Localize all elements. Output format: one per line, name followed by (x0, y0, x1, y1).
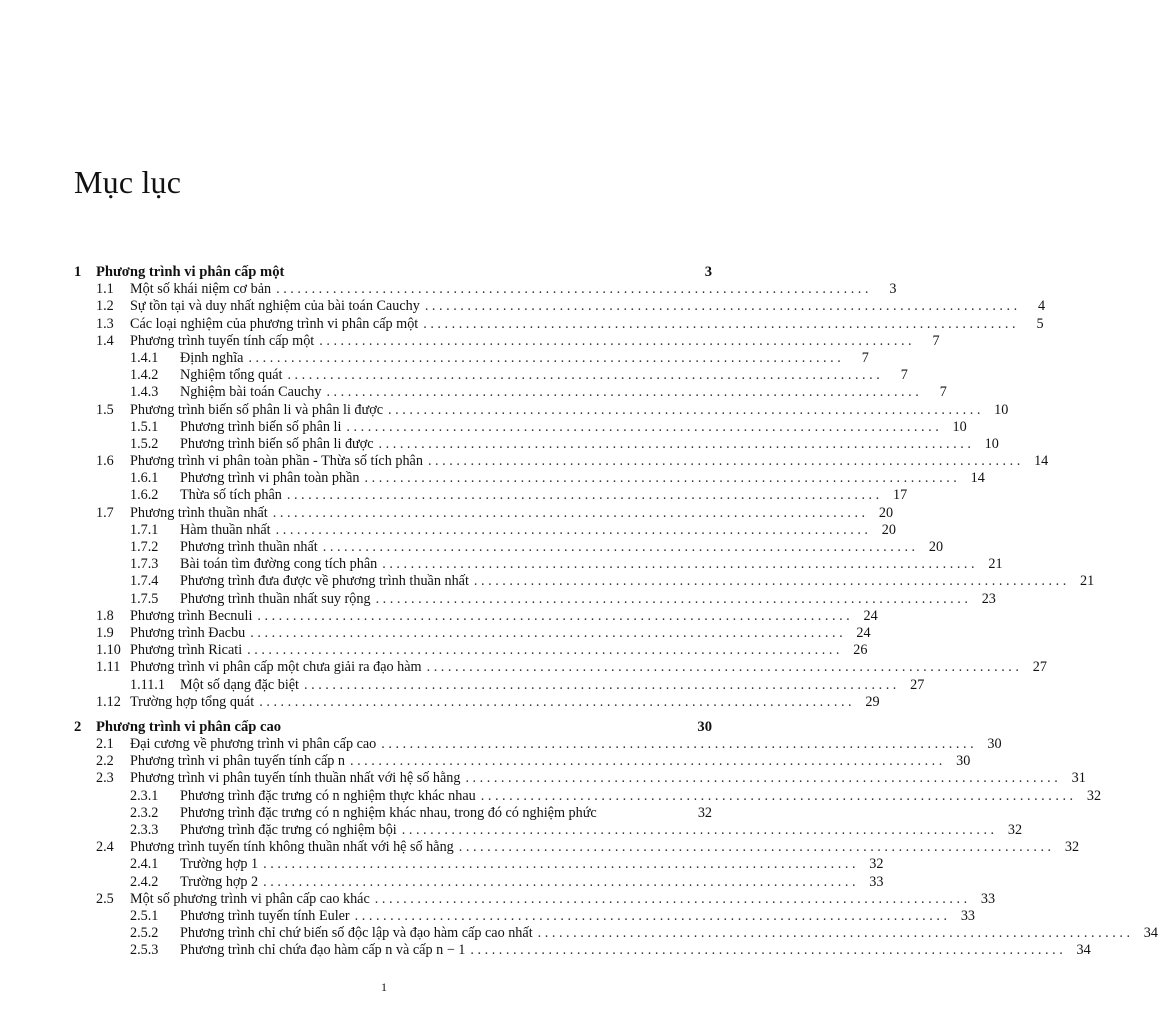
toc-entry-page: 14 (970, 470, 985, 487)
toc-dot-leader (360, 470, 957, 487)
toc-subsection[interactable] (74, 942, 1091, 959)
toc-entry-title: Phương trình tuyến tính Euler (180, 907, 350, 924)
toc-entry-title: Phương trình thuần nhất (130, 504, 268, 521)
toc-entry-page: 30 (697, 718, 712, 735)
toc-entry-number: 1.7.2 (130, 539, 159, 555)
toc-dot-leader (245, 625, 842, 642)
toc-entry-number: 1.10 (96, 642, 121, 659)
toc-entry-number: 2.3.2 (130, 804, 159, 821)
toc-entry-number: 2.5.3 (130, 942, 159, 959)
toc-entry-number: 1.7 (96, 504, 114, 521)
toc-entry-title: Trường hợp 1 (180, 856, 259, 873)
toc-entry-title: Một số khái niệm cơ bản (130, 281, 272, 298)
toc-entry-title: Phương trình đặc trưng có nghiệm bội (180, 822, 397, 838)
toc-section[interactable] (74, 401, 1009, 419)
toc-entry-number: 1.4.3 (130, 384, 159, 401)
toc-dot-leader (258, 874, 855, 891)
toc-entry-title: Một số dạng đặc biệt (180, 676, 299, 693)
toc-subsection[interactable] (74, 805, 712, 822)
toc-entry-title: Phương trình vi phân cấp cao (96, 718, 282, 735)
toc-entry-title: Phương trình biến số phân li và phân li được (130, 401, 384, 418)
toc-entry-page: 23 (981, 590, 996, 607)
toc-dot-leader (258, 856, 855, 873)
toc-entry-page: 24 (856, 624, 871, 641)
toc-section[interactable] (74, 315, 1044, 333)
toc-entry-title: Một số phương trình vi phân cấp cao khác (130, 890, 370, 907)
toc-entry-page: 34 (1076, 942, 1091, 959)
toc-section[interactable] (74, 332, 940, 350)
toc-entry-number: 1.1 (96, 281, 114, 298)
toc-entry-page: 34 (1143, 925, 1158, 942)
toc-dot-leader (423, 453, 1020, 470)
toc-dot-leader (318, 539, 915, 556)
toc-entry-title: Nghiệm bài toán Cauchy (180, 384, 322, 401)
toc-section[interactable] (74, 736, 1002, 753)
toc-subsection[interactable] (74, 367, 908, 384)
toc-entry-title: Phương trình thuần nhất suy rộng (180, 590, 371, 607)
toc-dot-leader (422, 659, 1019, 676)
toc-dot-leader (383, 402, 980, 419)
toc-entry-title: Phương trình biến số phân li (180, 418, 342, 435)
toc-subsection[interactable] (74, 556, 1003, 573)
toc-entry-page: 27 (1032, 659, 1047, 676)
toc-entry-page: 30 (956, 753, 971, 770)
toc-entry-title: Định nghĩa (180, 349, 244, 366)
toc-subsection[interactable] (74, 487, 908, 504)
toc-dot-leader (243, 350, 840, 367)
toc-entry-page: 10 (984, 435, 999, 452)
toc-entry-number: 1.5.1 (130, 418, 159, 435)
toc-entry-number: 2.5 (96, 890, 114, 907)
toc-dot-leader (350, 908, 947, 925)
toc-entry-page: 24 (863, 607, 878, 624)
toc-entry-number: 2.5.2 (130, 925, 159, 942)
toc-subsection[interactable] (74, 590, 996, 608)
toc-entry-page: 27 (910, 676, 925, 693)
toc-entry-page: 7 (932, 332, 940, 349)
toc-entry-title: Phương trình đặc trưng có n nghiệm thực khác nhau (180, 787, 476, 804)
toc-section[interactable] (74, 693, 880, 711)
toc-dot-leader (314, 333, 911, 350)
toc-entry-title: Phương trình đặc trưng có n nghiệm khác nhau, trong đó có nghiệm phức (180, 804, 597, 821)
toc-entry-page: 3 (704, 264, 712, 280)
toc-entry-page: 10 (994, 401, 1009, 418)
toc-entry-number: 2.3.3 (130, 822, 159, 838)
toc-entry-page: 3 (889, 281, 897, 298)
toc-section[interactable] (74, 642, 868, 659)
toc-entry-number: 1.4.1 (130, 349, 159, 366)
toc-entry-page: 33 (960, 907, 975, 924)
toc-entry-number: 2 (74, 718, 82, 735)
toc-dot-leader (418, 316, 1015, 333)
toc-entry-page: 5 (1036, 315, 1044, 332)
toc-subsection[interactable] (74, 676, 925, 694)
toc-dot-leader (345, 753, 942, 770)
toc-entry-title: Hàm thuần nhất (180, 521, 271, 538)
toc-entry-number: 2.2 (96, 753, 114, 770)
toc-subsection[interactable] (74, 521, 896, 539)
toc-entry-number: 1.11.1 (130, 676, 165, 693)
toc-entry-number: 1.6.1 (130, 470, 159, 487)
toc-entry-title: Phương trình đưa được về phương trình thuần nhất (180, 573, 469, 590)
toc-entry-page: 4 (1038, 298, 1046, 315)
toc-entry-number: 1.6.2 (130, 487, 159, 504)
toc-entry-title: Phương trình vi phân cấp một (96, 264, 285, 280)
toc-entry-number: 2.3 (96, 770, 114, 787)
toc-dot-leader (374, 436, 971, 453)
toc-entry-page: 26 (853, 642, 868, 659)
toc-dot-leader (282, 367, 879, 384)
toc-entry-number: 2.4.1 (130, 856, 159, 873)
toc-entry-page: 10 (952, 418, 967, 435)
toc-entry-title: Trường hợp tổng quát (130, 693, 255, 710)
toc-entry-number: 1.9 (96, 624, 114, 641)
toc-entry-title: Phương trình Đacbu (130, 624, 246, 641)
toc-entry-number: 2.1 (96, 736, 114, 753)
toc-entry-title: Nghiệm tổng quát (180, 367, 283, 384)
toc-subsection[interactable] (74, 907, 975, 925)
toc-entry-page: 30 (987, 736, 1002, 753)
toc-dot-leader (268, 505, 865, 522)
toc-entry-number: 1.7.3 (130, 556, 159, 573)
toc-dot-leader (271, 281, 868, 298)
toc-subsection[interactable] (74, 822, 1023, 839)
toc-entry-title: Đại cương về phương trình vi phân cấp cao (130, 736, 377, 753)
toc-entry-number: 1.4 (96, 332, 114, 349)
toc-dot-leader (420, 298, 1017, 315)
toc-dot-leader (271, 522, 868, 539)
toc-chapter[interactable] (74, 719, 712, 736)
toc-entry-number: 1.7.1 (130, 521, 159, 538)
toc-entry-number: 1.2 (96, 298, 114, 315)
toc-entry-title: Phương trình Becnuli (130, 607, 253, 624)
toc-dot-leader (533, 925, 1130, 942)
toc-entry-page: 7 (939, 384, 947, 401)
toc-entry-number: 2.5.1 (130, 907, 159, 924)
toc-entry-page: 7 (861, 349, 869, 366)
toc-entry-title: Phương trình vi phân toàn phần (180, 470, 360, 487)
toc-section[interactable] (74, 624, 871, 642)
toc-entry-number: 1.8 (96, 607, 114, 624)
toc-dot-leader (299, 677, 896, 694)
toc-entry-page: 29 (865, 693, 880, 710)
toc-dot-leader (476, 788, 1073, 805)
toc-section[interactable] (74, 607, 878, 625)
toc-entry-number: 2.4 (96, 839, 114, 856)
table-of-contents (74, 264, 1158, 960)
toc-entry-page: 32 (1086, 787, 1102, 804)
toc-dot-leader (370, 891, 967, 908)
toc-entry-number: 1.5.2 (130, 435, 159, 452)
toc-dot-leader (341, 419, 938, 436)
toc-subsection[interactable] (74, 856, 884, 873)
toc-entry-title: Phương trình thuần nhất (180, 539, 318, 555)
toc-entry-number: 1.12 (96, 693, 121, 710)
toc-entry-title: Phương trình tuyến tính không thuần nhất với hệ số hằng (130, 839, 454, 856)
toc-entry-title: Phương trình vi phân tuyến tính cấp n (130, 753, 345, 770)
toc-entry-number: 1.6 (96, 453, 114, 470)
toc-entry-page: 20 (928, 539, 944, 555)
toc-dot-leader (465, 942, 1062, 959)
toc-subsection[interactable] (74, 418, 967, 436)
toc-subsection[interactable] (74, 787, 1102, 805)
toc-dot-leader (376, 736, 973, 753)
toc-entry-page: 32 (1007, 822, 1023, 838)
toc-entry-title: Sự tồn tại và duy nhất nghiệm của bài toán Cauchy (130, 298, 420, 315)
toc-entry-number: 1.4.2 (130, 367, 159, 384)
toc-entry-title: Phương trình biến số phân li được (180, 435, 374, 452)
toc-entry-number: 1.11 (96, 659, 121, 676)
toc-dot-leader (282, 487, 879, 504)
toc-dot-leader (377, 556, 974, 573)
toc-chapter[interactable] (74, 264, 712, 281)
toc-dot-leader (460, 770, 1057, 787)
toc-dot-leader (321, 384, 918, 401)
toc-section[interactable] (74, 453, 1049, 470)
toc-subsection[interactable] (74, 435, 999, 453)
page-number: 1 (381, 980, 387, 994)
toc-section[interactable] (74, 770, 1086, 787)
toc-entry-page: 7 (900, 367, 908, 384)
toc-subsection[interactable] (74, 925, 1158, 942)
toc-entry-title: Phương trình vi phân cấp một chưa giải ra đạo hàm (130, 659, 422, 676)
toc-section[interactable] (74, 753, 971, 770)
toc-section[interactable] (74, 298, 1046, 315)
toc-entry-number: 1.7.5 (130, 590, 159, 607)
toc-entry-page: 33 (980, 890, 996, 907)
toc-entry-title: Phương trình vi phân toàn phần - Thừa số tích phân (130, 453, 423, 470)
toc-entry-title: Thừa số tích phân (180, 487, 282, 504)
toc-dot-leader (454, 839, 1051, 856)
toc-subsection[interactable] (74, 349, 869, 367)
toc-entry-page: 20 (881, 521, 896, 538)
toc-subsection[interactable] (74, 539, 944, 556)
toc-entry-title: Phương trình vi phân tuyến tính thuần nhất với hệ số hằng (130, 770, 461, 787)
toc-entry-number: 1 (74, 264, 82, 280)
toc-dot-leader (252, 608, 849, 625)
toc-entry-number: 1.3 (96, 315, 114, 332)
toc-subsection[interactable] (74, 873, 884, 891)
toc-entry-title: Phương trình chỉ chứ biến số độc lập và đạo hàm cấp cao nhất (180, 925, 533, 942)
toc-subsection[interactable] (74, 573, 1095, 590)
toc-section[interactable] (74, 504, 894, 522)
toc-entry-number: 1.7.4 (130, 573, 159, 590)
toc-entry-title: Các loại nghiệm của phương trình vi phân cấp một (130, 315, 419, 332)
page-title: Mục lục (74, 164, 182, 200)
toc-entry-title: Bài toán tìm đường cong tích phân (180, 556, 378, 573)
toc-dot-leader (469, 573, 1066, 590)
toc-dot-leader (397, 822, 994, 839)
toc-section[interactable] (74, 281, 897, 298)
toc-entry-page: 32 (1064, 839, 1080, 856)
toc-entry-title: Phương trình Ricati (130, 642, 243, 659)
toc-entry-page: 31 (1071, 770, 1086, 787)
toc-entry-title: Phương trình tuyến tính cấp một (130, 332, 315, 349)
toc-entry-page: 20 (878, 504, 894, 521)
toc-section[interactable] (74, 659, 1047, 676)
toc-entry-page: 33 (869, 873, 884, 890)
toc-entry-number: 1.5 (96, 401, 114, 418)
toc-entry-title: Phương trình chỉ chứa đạo hàm cấp n và cấp n − 1 (180, 942, 466, 959)
toc-entry-page: 17 (893, 487, 908, 504)
toc-dot-leader (371, 591, 968, 608)
toc-section[interactable] (74, 839, 1080, 856)
toc-entry-page: 21 (1080, 573, 1095, 590)
toc-entry-number: 2.4.2 (130, 873, 159, 890)
toc-entry-number: 2.3.1 (130, 787, 159, 804)
toc-subsection[interactable] (74, 470, 985, 487)
toc-dot-leader (242, 642, 839, 659)
toc-entry-page: 21 (988, 556, 1003, 573)
toc-section[interactable] (74, 890, 996, 908)
toc-subsection[interactable] (74, 384, 947, 401)
toc-entry-page: 14 (1034, 453, 1049, 470)
toc-dot-leader (254, 694, 851, 711)
toc-entry-page: 32 (697, 804, 712, 821)
toc-entry-page: 32 (869, 856, 884, 873)
toc-entry-title: Trường hợp 2 (180, 873, 259, 890)
